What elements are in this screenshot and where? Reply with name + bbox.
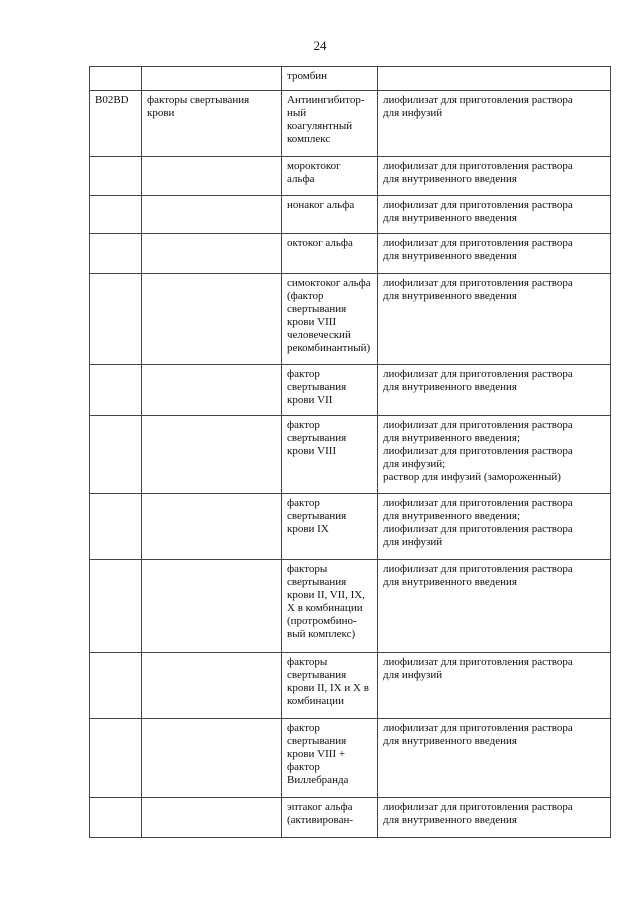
atc-code-cell (90, 560, 142, 653)
drug-table (89, 66, 611, 838)
group-cell (142, 274, 282, 365)
table-row (90, 560, 611, 653)
dosage-form-cell: лиофилизат для приготовления раствора для внутривенного введения (378, 157, 611, 196)
drug-name-cell: мороктоког альфа (282, 157, 378, 196)
dosage-form-cell: лиофилизат для приготовления раствора для внутривенного введения (378, 798, 611, 838)
atc-code-cell (90, 416, 142, 494)
atc-code-cell (90, 196, 142, 234)
table-row (90, 196, 611, 234)
drug-name-cell: фактор свертывания крови IX (282, 494, 378, 560)
drug-name-cell: эптаког альфа (активирован- (282, 798, 378, 838)
atc-code-cell (90, 365, 142, 416)
dosage-form-cell: лиофилизат для приготовления раствора для внутривенного введения; лиофилизат для приготовления раствора для инфузий; раствор для инфузий (замороженный) (378, 416, 611, 494)
dosage-form-cell (378, 67, 611, 91)
atc-code-cell: B02BD (90, 91, 142, 157)
table-row (90, 365, 611, 416)
atc-code-cell (90, 798, 142, 838)
group-cell (142, 67, 282, 91)
dosage-form-cell: лиофилизат для приготовления раствора для внутривенного введения (378, 274, 611, 365)
dosage-form-cell: лиофилизат для приготовления раствора для внутривенного введения (378, 196, 611, 234)
dosage-form-cell: лиофилизат для приготовления раствора для внутривенного введения (378, 234, 611, 274)
dosage-form-cell: лиофилизат для приготовления раствора для инфузий (378, 653, 611, 719)
drug-name-cell: тромбин (282, 67, 378, 91)
dosage-form-cell: лиофилизат для приготовления раствора для инфузий (378, 91, 611, 157)
group-cell (142, 365, 282, 416)
table-row (90, 274, 611, 365)
group-cell (142, 157, 282, 196)
drug-name-cell: факторы свертывания крови II, VII, IX, X в комбинации (протромбино- вый комплекс) (282, 560, 378, 653)
group-cell (142, 560, 282, 653)
table-row (90, 416, 611, 494)
dosage-form-cell: лиофилизат для приготовления раствора для внутривенного введения (378, 719, 611, 798)
group-cell (142, 719, 282, 798)
group-cell (142, 196, 282, 234)
dosage-form-cell: лиофилизат для приготовления раствора для внутривенного введения (378, 365, 611, 416)
dosage-form-cell: лиофилизат для приготовления раствора для внутривенного введения; лиофилизат для приготовления раствора для инфузий (378, 494, 611, 560)
atc-code-cell (90, 234, 142, 274)
drug-name-cell: фактор свертывания крови VIII + фактор Виллебранда (282, 719, 378, 798)
atc-code-cell (90, 67, 142, 91)
table-row (90, 798, 611, 838)
table-row (90, 234, 611, 274)
group-cell: факторы свертывания крови (142, 91, 282, 157)
drug-name-cell: факторы свертывания крови II, IX и X в комбинации (282, 653, 378, 719)
drug-name-cell: октоког альфа (282, 234, 378, 274)
group-cell (142, 234, 282, 274)
table-row (90, 157, 611, 196)
table-row (90, 653, 611, 719)
drug-name-cell: нонаког альфа (282, 196, 378, 234)
atc-code-cell (90, 494, 142, 560)
group-cell (142, 798, 282, 838)
table-row (90, 91, 611, 157)
table-body (90, 67, 611, 838)
atc-code-cell (90, 274, 142, 365)
drug-name-cell: симоктоког альфа (фактор свертывания крови VIII человеческий рекомбинантный) (282, 274, 378, 365)
drug-name-cell: фактор свертывания крови VII (282, 365, 378, 416)
group-cell (142, 416, 282, 494)
group-cell (142, 653, 282, 719)
atc-code-cell (90, 157, 142, 196)
atc-code-cell (90, 719, 142, 798)
table-row (90, 494, 611, 560)
group-cell (142, 494, 282, 560)
dosage-form-cell: лиофилизат для приготовления раствора для внутривенного введения (378, 560, 611, 653)
table-row (90, 67, 611, 91)
table-row (90, 719, 611, 798)
page-number: 24 (313, 38, 327, 53)
drug-name-cell: Антиингибитор- ный коагулянтный комплекс (282, 91, 378, 157)
atc-code-cell (90, 653, 142, 719)
drug-name-cell: фактор свертывания крови VIII (282, 416, 378, 494)
